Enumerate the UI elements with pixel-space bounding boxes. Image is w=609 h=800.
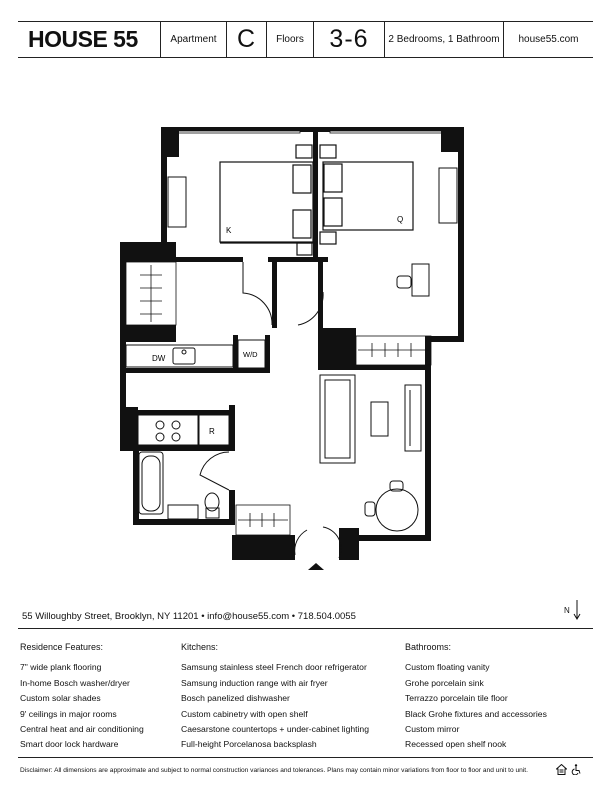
kitchen-features bbox=[181, 640, 369, 753]
range-fridge bbox=[138, 415, 229, 445]
layout-description: 2 Bedrooms, 1 Bathroom bbox=[385, 22, 504, 57]
north-arrow-icon bbox=[573, 600, 581, 620]
compass bbox=[564, 600, 581, 620]
kitchens-title: Kitchens: bbox=[181, 642, 219, 652]
address-line: 55 Willoughby Street, Brooklyn, NY 11201 • info@house55.com • 718.504.0055 bbox=[22, 611, 356, 622]
list-item: 9' ceilings in major rooms bbox=[20, 708, 117, 719]
bathroom-features bbox=[405, 640, 547, 753]
list-item: Bosch panelized dishwasher bbox=[181, 693, 290, 704]
floors-label: Floors bbox=[267, 22, 314, 57]
list-item: Custom solar shades bbox=[20, 693, 101, 704]
list-item: Custom floating vanity bbox=[405, 662, 490, 673]
residence-features bbox=[20, 640, 144, 753]
list-item: Smart door lock hardware bbox=[20, 739, 119, 750]
bed-q-label: Q bbox=[397, 215, 404, 224]
bathrooms-title: Bathrooms: bbox=[405, 642, 452, 652]
equal-housing-icon bbox=[556, 764, 567, 775]
list-item: Full-height Porcelanosa backsplash bbox=[181, 739, 317, 750]
brand-logo: HOUSE 55 bbox=[18, 22, 161, 57]
dishwasher-label: DW bbox=[152, 354, 166, 363]
living-furniture bbox=[320, 375, 421, 531]
list-item: Caesarstone countertops + under-cabinet lighting bbox=[181, 724, 369, 735]
closets bbox=[126, 262, 431, 535]
divider bbox=[18, 757, 593, 758]
bed-k bbox=[220, 145, 313, 255]
bed-q bbox=[320, 145, 413, 244]
website: house55.com bbox=[518, 34, 579, 45]
entry-marker-icon bbox=[308, 563, 324, 570]
list-item: Samsung stainless steel French door refrigerator bbox=[181, 662, 367, 673]
residence-title: Residence Features: bbox=[20, 642, 104, 652]
compass-label: N bbox=[564, 605, 570, 615]
apartment-label: Apartment bbox=[161, 22, 227, 57]
list-item: In-home Bosch washer/dryer bbox=[20, 677, 130, 688]
list-item: Recessed open shelf nook bbox=[405, 739, 507, 750]
disclaimer: Disclaimer: All dimensions are approximate and subject to normal construction variances and tolerances. Plans may contain minor variations from floor to floor and unit to unit. bbox=[20, 767, 528, 774]
apartment-value: C bbox=[227, 22, 267, 57]
list-item: Terrazzo porcelain tile floor bbox=[405, 693, 508, 704]
list-item: Central heat and air conditioning bbox=[20, 724, 144, 735]
accessibility-icons bbox=[556, 764, 582, 775]
list-item: 7" wide plank flooring bbox=[20, 662, 102, 673]
floors-value: 3-6 bbox=[314, 22, 385, 57]
list-item: Samsung induction range with air fryer bbox=[181, 677, 328, 688]
list-item: Black Grohe fixtures and accessories bbox=[405, 708, 547, 719]
washer-dryer-label: W/D bbox=[243, 350, 258, 359]
refrigerator-label: R bbox=[209, 427, 215, 436]
wheelchair-icon bbox=[571, 764, 582, 775]
list-item: Grohe porcelain sink bbox=[405, 677, 484, 688]
list-item: Custom cabinetry with open shelf bbox=[181, 708, 308, 719]
bed-k-label: K bbox=[226, 226, 232, 235]
divider bbox=[18, 628, 593, 629]
list-item: Custom mirror bbox=[405, 724, 460, 735]
